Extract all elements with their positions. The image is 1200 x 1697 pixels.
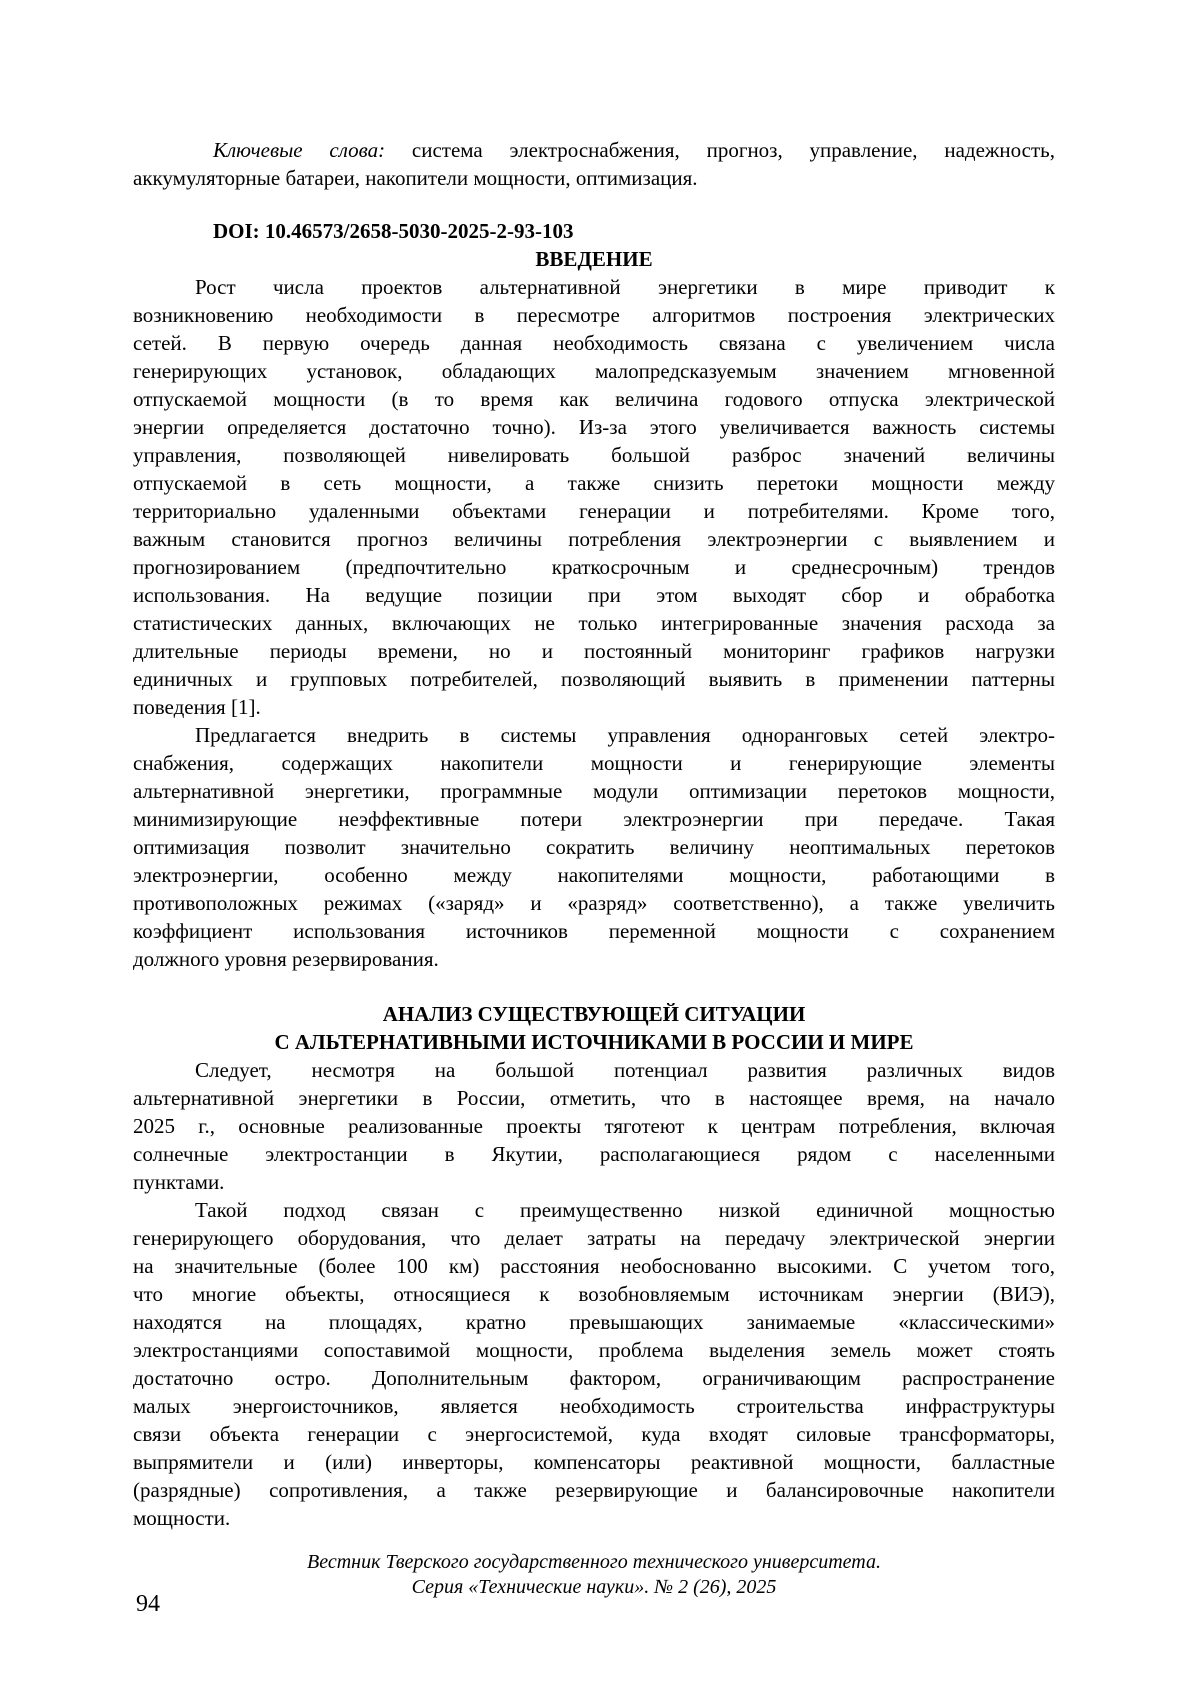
paragraph [133,273,1055,721]
footer [133,1550,1055,1600]
text-line: солнечные электростанции в Якутии, располагающиеся рядом с населенными [133,1142,1055,1166]
text-line [133,136,1055,164]
doi-line: DOI: 10.46573/2658-5030-2025-2-93-103 [213,219,574,243]
text-line: что многие объекты, относящиеся к возобновляемым источникам энергии (ВИЭ), [133,1282,1055,1306]
text-line: электроэнергии, особенно между накопителями мощности, работающими в [133,863,1055,887]
text-line: (разрядные) сопротивления, а также резервирующие и балансировочные накопители [133,1478,1055,1502]
section-heading-line: С АЛЬТЕРНАТИВНЫМИ ИСТОЧНИКАМИ В РОССИИ И МИРЕ [274,1030,914,1054]
content-area [133,136,1055,1600]
text-line: поведения [1]. [133,695,261,719]
section-heading-line: АНАЛИЗ СУЩЕСТВУЮЩЕЙ СИТУАЦИИ [382,1002,806,1026]
section-heading-line: ВВЕДЕНИЕ [535,247,653,271]
text-line: отпускаемой в сеть мощности, а также снизить перетоки мощности между [133,471,1055,495]
text-line: минимизирующие неэффективные потери электроэнергии при передаче. Такая [133,807,1055,831]
text-line: территориально удаленными объектами генерации и потребителями. Кроме того, [133,499,1055,523]
text-line: на значительные (более 100 км) расстояния необоснованно высокими. С учетом того, [133,1254,1055,1278]
text-line: энергии определяется достаточно точно). Из-за этого увеличивается важность системы [133,415,1055,439]
section-heading [133,245,1055,273]
text-line: достаточно остро. Дополнительным фактором, ограничивающим распространение [133,1366,1055,1390]
text-line: важным становится прогноз величины потребления электроэнергии с выявлением и [133,527,1055,551]
journal-title: Вестник Тверского государственного технического университета. [307,1551,881,1573]
text-line: снабжения, содержащих накопители мощности и генерирующие элементы [133,751,1055,775]
text-line: должного уровня резервирования. [133,947,439,971]
journal-issue: Серия «Технические науки». № 2 (26), 2025 [411,1576,777,1598]
text-line: управления, позволяющей нивелировать большой разброс значений величины [133,443,1055,467]
text-line: электростанциями сопоставимой мощности, проблема выделения земель может стоять [133,1338,1055,1362]
text-line: находятся на площадях, кратно превышающих занимаемые «классическими» [133,1310,1055,1334]
text-line: единичных и групповых потребителей, позволяющий выявить в применении паттерны [133,667,1055,691]
text-line: альтернативной энергетики в России, отметить, что в настоящее время, на начало [133,1086,1055,1110]
text-line: альтернативной энергетики, программные модули оптимизации перетоков мощности, [133,779,1055,803]
keywords-text: система электроснабжения, прогноз, управление, надежность, [411,138,1055,162]
text-line: малых энергоисточников, является необходимость строительства инфраструктуры [133,1394,1055,1418]
article-body [133,136,1055,1532]
text-line: Рост числа проектов альтернативной энергетики в мире приводит к [195,275,1055,299]
text-line: отпускаемой мощности (в то время как величина годового отпуска электрической [133,387,1055,411]
text-line: длительные периоды времени, но и постоянный мониторинг графиков нагрузки [133,639,1055,663]
text-line: противоположных режимах («заряд» и «разряд» соответственно), а также увеличить [133,891,1055,915]
text-line: аккумуляторные батареи, накопители мощности, оптимизация. [133,166,698,190]
text-line: Следует, несмотря на большой потенциал развития различных видов [195,1058,1055,1082]
paragraph [133,1196,1055,1532]
text-line: Такой подход связан с преимущественно низкой единичной мощностью [195,1198,1055,1222]
text-line: оптимизация позволит значительно сократить величину неоптимальных перетоков [133,835,1055,859]
text-line: сетей. В первую очередь данная необходимость связана с увеличением числа [133,331,1055,355]
text-line: 2025 г., основные реализованные проекты тяготеют к центрам потребления, включая [133,1114,1055,1138]
text-line: генерирующих установок, обладающих малопредсказуемым значением мгновенной [133,359,1055,383]
text-line: выпрямители и (или) инверторы, компенсаторы реактивной мощности, балластные [133,1450,1055,1474]
text-line: использования. На ведущие позиции при этом выходят сбор и обработка [133,583,1055,607]
text-line: прогнозированием (предпочтительно краткосрочным и среднесрочным) трендов [133,555,1055,579]
paragraph [133,1056,1055,1196]
page-number: 94 [136,1591,160,1617]
text-line: генерирующего оборудования, что делает затраты на передачу электрической энергии [133,1226,1055,1250]
keywords-paragraph [133,136,1055,192]
text-line: возникновению необходимости в пересмотре алгоритмов построения электрических [133,303,1055,327]
text-line: коэффициент использования источников переменной мощности с сохранением [133,919,1055,943]
keywords-label: Ключевые слова: [213,138,386,162]
text-line: связи объекта генерации с энергосистемой, куда входят силовые трансформаторы, [133,1422,1055,1446]
text-line: статистических данных, включающих не только интегрированные значения расхода за [133,611,1055,635]
section-heading [133,1000,1055,1056]
text-line: пунктами. [133,1170,225,1194]
text-line: Предлагается внедрить в системы управления одноранговых сетей электро- [195,723,1055,747]
text-line: мощности. [133,1506,231,1530]
paragraph [133,721,1055,973]
